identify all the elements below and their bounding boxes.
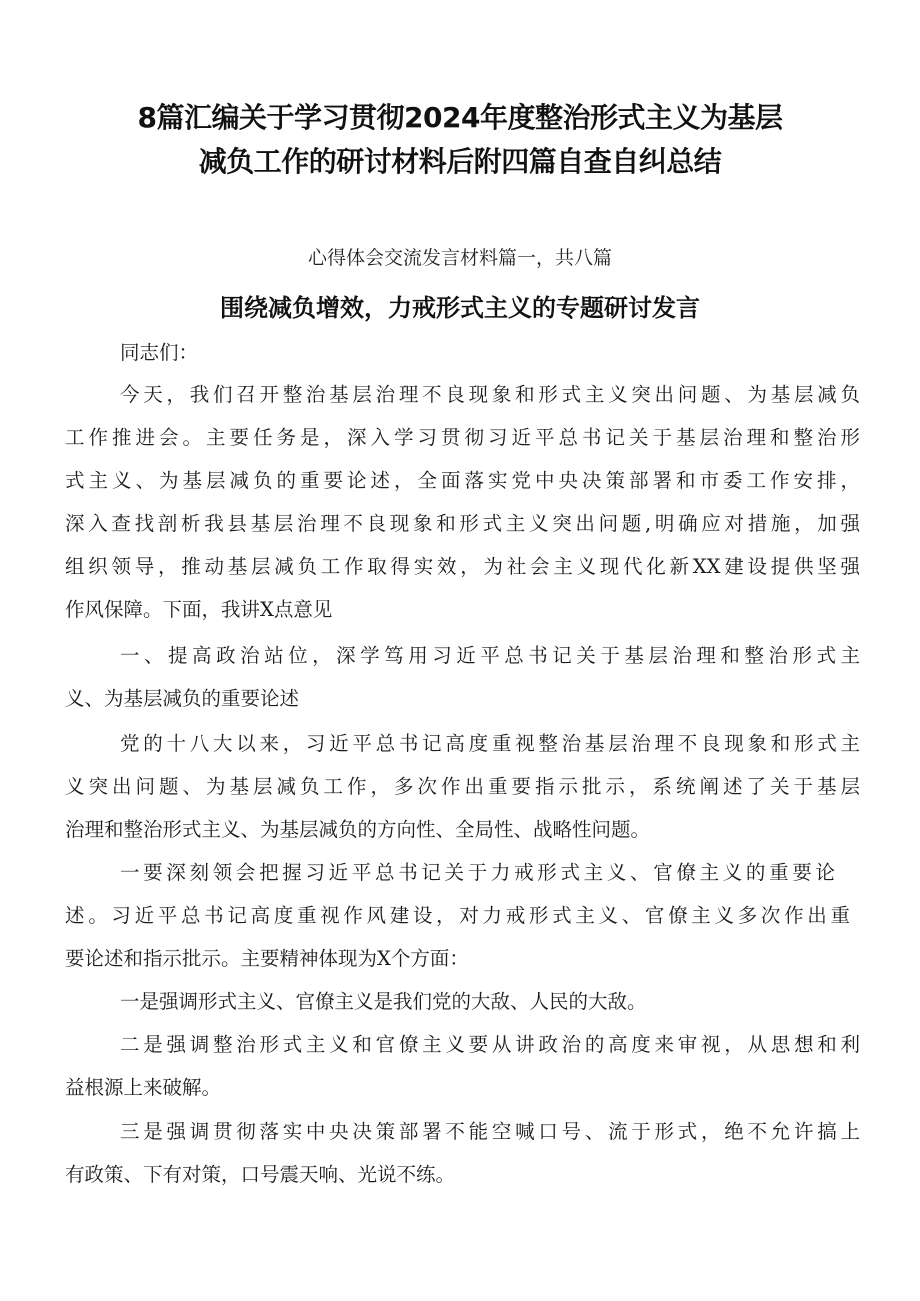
section-subtitle: 心得体会交流发言材料篇一，共八篇: [307, 247, 612, 269]
body-line: 今天，我们召开整治基层治理不良现象和形式主义突出问题、为基层减负: [120, 383, 860, 406]
document-title-line-1: 8篇汇编关于学习贯彻2024年度整治形式主义为基层: [137, 101, 783, 134]
body-line: 同志们：: [120, 341, 199, 364]
body-line: 一要深刻领会把握习近平总书记关于力戒形式主义、官僚主义的重要论: [120, 861, 835, 884]
body-line: 治理和整治形式主义、为基层减负的方向性、全局性、战略性问题。: [65, 818, 651, 841]
body-line: 义突出问题、为基层减负工作，多次作出重要指示批示，系统阐述了关于基层: [65, 775, 860, 798]
body-line: 党的十八大以来，习近平总书记高度重视整治基层治理不良现象和形式主: [120, 732, 860, 755]
body-line: 一、提高政治站位，深学笃用习近平总书记关于基层治理和整治形式主: [120, 644, 860, 667]
body-line: 三是强调贯彻落实中央决策部署不能空喊口号、流于形式，绝不允许搞上: [120, 1120, 860, 1143]
body-line: 益根源上来破解。: [65, 1076, 222, 1099]
body-line: 一是强调形式主义、官僚主义是我们党的大敌、人民的大敌。: [120, 990, 647, 1013]
body-line: 组织领导，推动基层减负工作取得实效，为社会主义现代化新XX建设提供坚强: [65, 555, 860, 578]
speech-title: 围绕减负增效，力戒形式主义的专题研讨发言: [220, 294, 700, 322]
body-line: 深入查找剖析我县基层治理不良现象和形式主义突出问题,明确应对措施，加强: [65, 512, 860, 535]
body-line: 义、为基层减负的重要论述: [65, 687, 300, 710]
body-line: 二是强调整治形式主义和官僚主义要从讲政治的高度来审视，从思想和利: [120, 1033, 860, 1056]
body-line: 要论述和指示批示。主要精神体现为X个方面：: [65, 947, 469, 970]
body-line: 工作推进会。主要任务是，深入学习贯彻习近平总书记关于基层治理和整治形: [65, 426, 860, 449]
document-title-line-2: 减负工作的研讨材料后附四篇自查自纠总结: [198, 145, 722, 178]
body-line: 式主义、为基层减负的重要论述，全面落实党中央决策部署和市委工作安排，: [65, 469, 860, 492]
body-line: 述。习近平总书记高度重视作风建设，对力戒形式主义、官僚主义多次作出重: [65, 904, 850, 927]
body-line: 作风保障。下面，我讲X点意见: [65, 598, 333, 621]
body-line: 有政策、下有对策，口号震天响、光说不练。: [65, 1163, 456, 1186]
